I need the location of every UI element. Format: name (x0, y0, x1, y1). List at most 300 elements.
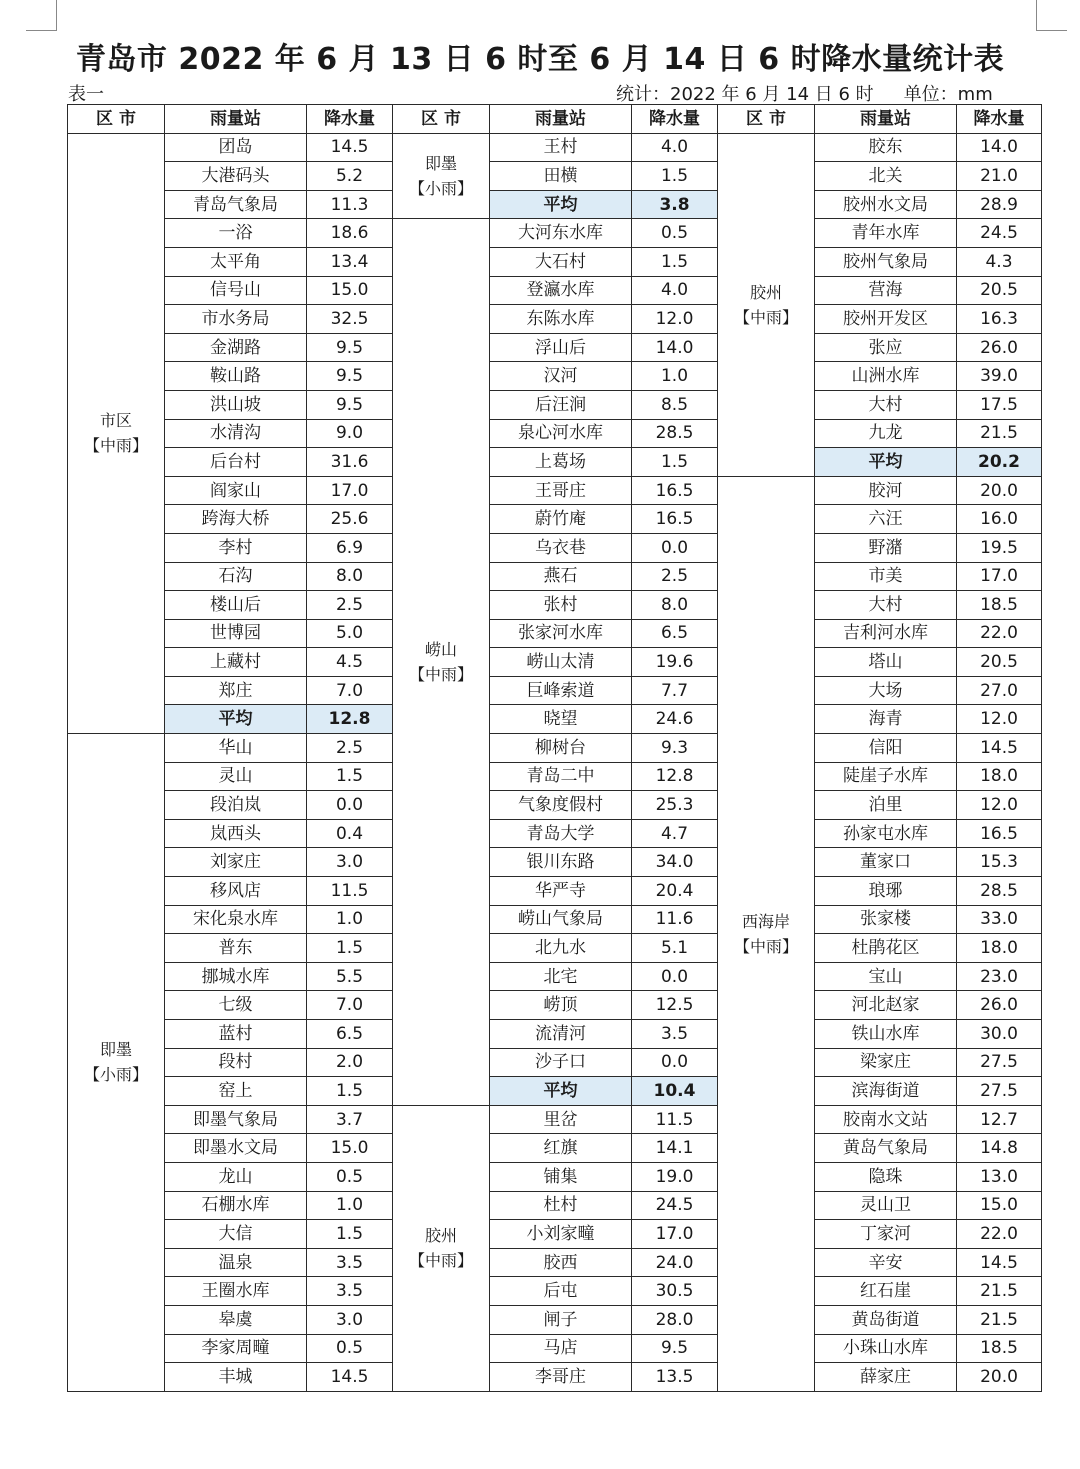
table-row (68, 362, 1042, 391)
rainfall-value: 4.0 (632, 276, 718, 305)
table-row (68, 1020, 1042, 1049)
station-name: 铺集 (490, 1162, 632, 1191)
table-row (68, 162, 1042, 191)
station-name: 海青 (815, 705, 957, 734)
station-name: 燕石 (490, 562, 632, 591)
table-row (68, 734, 1042, 763)
station-name: 市美 (815, 562, 957, 591)
table-row (68, 133, 1042, 162)
column-header: 区 市 (68, 105, 165, 134)
station-name: 梁家庄 (815, 1048, 957, 1077)
station-name: 华严寺 (490, 877, 632, 906)
table-row (68, 1334, 1042, 1363)
station-name: 移风店 (165, 877, 307, 906)
rainfall-value: 17.5 (957, 390, 1042, 419)
rainfall-value: 0.0 (632, 962, 718, 991)
rainfall-value: 14.0 (957, 133, 1042, 162)
rainfall-value: 39.0 (957, 362, 1042, 391)
rainfall-value: 9.0 (307, 419, 393, 448)
rainfall-value: 34.0 (632, 848, 718, 877)
table-row (68, 762, 1042, 791)
station-name: 黄岛街道 (815, 1305, 957, 1334)
table-row (68, 848, 1042, 877)
table-row (68, 1248, 1042, 1277)
station-name: 柳树台 (490, 734, 632, 763)
station-name: 灵山 (165, 762, 307, 791)
rainfall-value: 0.0 (632, 533, 718, 562)
rainfall-value: 4.7 (632, 819, 718, 848)
rainfall-value: 1.0 (307, 1191, 393, 1220)
station-name: 晓望 (490, 705, 632, 734)
rainfall-value: 1.5 (307, 762, 393, 791)
rainfall-value: 2.5 (632, 562, 718, 591)
station-name: 后台村 (165, 448, 307, 477)
table-row (68, 705, 1042, 734)
station-name: 辛安 (815, 1248, 957, 1277)
rainfall-value: 1.5 (632, 247, 718, 276)
rainfall-value: 14.5 (307, 1363, 393, 1392)
station-name: 田横 (490, 162, 632, 191)
rainfall-value: 7.7 (632, 676, 718, 705)
table-row (68, 505, 1042, 534)
rainfall-value: 1.0 (307, 905, 393, 934)
average-label: 平均 (490, 190, 632, 219)
station-name: 铁山水库 (815, 1020, 957, 1049)
station-name: 崂山气象局 (490, 905, 632, 934)
station-name: 陡崖子水库 (815, 762, 957, 791)
rainfall-value: 23.0 (957, 962, 1042, 991)
rainfall-value: 13.5 (632, 1363, 718, 1392)
rainfall-value: 22.0 (957, 619, 1042, 648)
station-name: 金湖路 (165, 333, 307, 362)
station-name: 黄岛气象局 (815, 1134, 957, 1163)
station-name: 蓝村 (165, 1020, 307, 1049)
table-row (68, 1305, 1042, 1334)
station-name: 大信 (165, 1220, 307, 1249)
table-header-row (68, 105, 1042, 134)
rainfall-value: 2.5 (307, 734, 393, 763)
station-name: 山洲水库 (815, 362, 957, 391)
column-header: 雨量站 (490, 105, 632, 134)
rainfall-value: 16.5 (632, 476, 718, 505)
rainfall-value: 12.7 (957, 1105, 1042, 1134)
rainfall-value: 21.0 (957, 162, 1042, 191)
column-header: 降水量 (957, 105, 1042, 134)
rainfall-value: 1.5 (307, 1077, 393, 1106)
rainfall-value: 11.3 (307, 190, 393, 219)
rain-level: 【小雨】 (83, 1065, 148, 1085)
rainfall-value: 20.0 (957, 476, 1042, 505)
station-name: 龙山 (165, 1162, 307, 1191)
rainfall-value: 9.5 (307, 362, 393, 391)
rainfall-value: 27.5 (957, 1077, 1042, 1106)
rainfall-value: 30.0 (957, 1020, 1042, 1049)
table-row (68, 1363, 1042, 1392)
rainfall-value: 3.5 (307, 1248, 393, 1277)
station-name: 张应 (815, 333, 957, 362)
station-name: 李家周疃 (165, 1334, 307, 1363)
district-name: 市区 (99, 411, 132, 431)
station-name: 塔山 (815, 648, 957, 677)
rainfall-value: 3.5 (307, 1277, 393, 1306)
rainfall-value: 21.5 (957, 1277, 1042, 1306)
rainfall-value: 33.0 (957, 905, 1042, 934)
rainfall-value: 11.5 (632, 1105, 718, 1134)
station-name: 一浴 (165, 219, 307, 248)
station-name: 东陈水库 (490, 305, 632, 334)
rainfall-value: 20.5 (957, 648, 1042, 677)
station-name: 大村 (815, 591, 957, 620)
station-name: 乌衣巷 (490, 533, 632, 562)
station-name: 青岛二中 (490, 762, 632, 791)
rainfall-value: 1.5 (632, 448, 718, 477)
rain-level: 【中雨】 (408, 665, 473, 685)
rainfall-value: 0.5 (632, 219, 718, 248)
rainfall-value: 3.7 (307, 1105, 393, 1134)
district-cell (393, 219, 490, 1105)
table-row (68, 1077, 1042, 1106)
station-name: 小刘家疃 (490, 1220, 632, 1249)
station-name: 挪城水库 (165, 962, 307, 991)
table-row (68, 190, 1042, 219)
rain-level: 【中雨】 (83, 436, 148, 456)
station-name: 团岛 (165, 133, 307, 162)
district-cell (718, 476, 815, 1391)
station-name: 段泊岚 (165, 791, 307, 820)
rainfall-value: 5.2 (307, 162, 393, 191)
table-row (68, 676, 1042, 705)
district-name: 胶州 (749, 282, 782, 302)
table-row (68, 1191, 1042, 1220)
rainfall-value: 17.0 (307, 476, 393, 505)
rain-level: 【中雨】 (733, 936, 798, 956)
rain-level: 【中雨】 (408, 1251, 473, 1271)
station-name: 红旗 (490, 1134, 632, 1163)
station-name: 阎家山 (165, 476, 307, 505)
station-name: 北九水 (490, 934, 632, 963)
column-header: 雨量站 (165, 105, 307, 134)
station-name: 北关 (815, 162, 957, 191)
table-meta (616, 80, 1028, 106)
station-name: 丰城 (165, 1363, 307, 1392)
average-value: 10.4 (632, 1077, 718, 1106)
rainfall-value: 8.0 (632, 591, 718, 620)
rainfall-value: 3.5 (632, 1020, 718, 1049)
table-row (68, 991, 1042, 1020)
rainfall-value: 4.3 (957, 247, 1042, 276)
station-name: 胶东 (815, 133, 957, 162)
station-name: 青岛气象局 (165, 190, 307, 219)
station-name: 普东 (165, 934, 307, 963)
rain-level: 【中雨】 (733, 307, 798, 327)
rainfall-value: 1.5 (632, 162, 718, 191)
station-name: 世博园 (165, 619, 307, 648)
rainfall-value: 8.0 (307, 562, 393, 591)
column-header: 区 市 (718, 105, 815, 134)
station-name: 信号山 (165, 276, 307, 305)
district-name: 崂山 (424, 640, 457, 660)
average-value: 20.2 (957, 448, 1042, 477)
station-name: 信阳 (815, 734, 957, 763)
rainfall-value: 9.3 (632, 734, 718, 763)
rainfall-value: 21.5 (957, 1305, 1042, 1334)
rainfall-value: 0.0 (632, 1048, 718, 1077)
station-name: 李村 (165, 533, 307, 562)
rainfall-value: 7.0 (307, 991, 393, 1020)
page-corner-mark-right (1036, 0, 1067, 31)
station-name: 董家口 (815, 848, 957, 877)
station-name: 张家河水库 (490, 619, 632, 648)
column-header: 降水量 (632, 105, 718, 134)
page-corner-mark-left (26, 0, 57, 31)
rainfall-value: 2.0 (307, 1048, 393, 1077)
stat-time: 统计：2022 年 6 月 14 日 6 时 (616, 84, 874, 105)
rainfall-value: 19.6 (632, 648, 718, 677)
rainfall-value: 18.0 (957, 762, 1042, 791)
column-header: 雨量站 (815, 105, 957, 134)
station-name: 胶州水文局 (815, 190, 957, 219)
rainfall-value: 28.5 (632, 419, 718, 448)
rainfall-value: 6.9 (307, 533, 393, 562)
rainfall-value: 7.0 (307, 676, 393, 705)
rainfall-value: 2.5 (307, 591, 393, 620)
station-name: 洪山坡 (165, 390, 307, 419)
station-name: 青年水库 (815, 219, 957, 248)
station-name: 李哥庄 (490, 1363, 632, 1392)
station-name: 石沟 (165, 562, 307, 591)
station-name: 孙家屯水库 (815, 819, 957, 848)
table-row (68, 591, 1042, 620)
station-name: 市水务局 (165, 305, 307, 334)
rainfall-value: 12.5 (632, 991, 718, 1020)
table-row (68, 934, 1042, 963)
table-row (68, 1220, 1042, 1249)
station-name: 即墨气象局 (165, 1105, 307, 1134)
rainfall-value: 14.0 (632, 333, 718, 362)
rainfall-value: 15.0 (957, 1191, 1042, 1220)
average-label: 平均 (815, 448, 957, 477)
rainfall-value: 0.0 (307, 791, 393, 820)
rainfall-value: 31.6 (307, 448, 393, 477)
table-row (68, 219, 1042, 248)
table-row (68, 276, 1042, 305)
table-label: 表一 (68, 84, 104, 105)
table-row (68, 962, 1042, 991)
station-name: 泊里 (815, 791, 957, 820)
rainfall-value: 22.0 (957, 1220, 1042, 1249)
station-name: 红石崖 (815, 1277, 957, 1306)
table-row (68, 791, 1042, 820)
rainfall-value: 30.5 (632, 1277, 718, 1306)
district-cell (68, 734, 165, 1392)
rainfall-value: 9.5 (632, 1334, 718, 1363)
station-name: 营海 (815, 276, 957, 305)
rainfall-value: 24.0 (632, 1248, 718, 1277)
district-name: 即墨 (424, 153, 457, 173)
rain-level: 【小雨】 (408, 178, 473, 198)
station-name: 银川东路 (490, 848, 632, 877)
average-value: 3.8 (632, 190, 718, 219)
rainfall-value: 6.5 (632, 619, 718, 648)
average-label: 平均 (165, 705, 307, 734)
station-name: 七级 (165, 991, 307, 1020)
rainfall-value: 17.0 (957, 562, 1042, 591)
station-name: 闸子 (490, 1305, 632, 1334)
rainfall-value: 13.4 (307, 247, 393, 276)
rainfall-value: 3.0 (307, 848, 393, 877)
station-name: 蔚竹庵 (490, 505, 632, 534)
station-name: 吉利河水库 (815, 619, 957, 648)
average-value: 12.8 (307, 705, 393, 734)
rainfall-value: 26.0 (957, 333, 1042, 362)
rainfall-value: 17.0 (632, 1220, 718, 1249)
rainfall-value: 14.8 (957, 1134, 1042, 1163)
table-row (68, 905, 1042, 934)
rainfall-value: 26.0 (957, 991, 1042, 1020)
station-name: 胶河 (815, 476, 957, 505)
station-name: 河北赵家 (815, 991, 957, 1020)
station-name: 丁家河 (815, 1220, 957, 1249)
table-row (68, 1162, 1042, 1191)
station-name: 张村 (490, 591, 632, 620)
rainfall-value: 12.0 (632, 305, 718, 334)
station-name: 沙子口 (490, 1048, 632, 1077)
rainfall-value: 27.5 (957, 1048, 1042, 1077)
station-name: 王圈水库 (165, 1277, 307, 1306)
rainfall-value: 14.5 (307, 133, 393, 162)
station-name: 张家楼 (815, 905, 957, 934)
station-name: 胶州开发区 (815, 305, 957, 334)
table-row (68, 1134, 1042, 1163)
station-name: 上藏村 (165, 648, 307, 677)
rainfall-value: 0.5 (307, 1162, 393, 1191)
station-name: 上葛场 (490, 448, 632, 477)
rainfall-value: 11.5 (307, 877, 393, 906)
district-cell (718, 133, 815, 476)
rainfall-value: 19.5 (957, 533, 1042, 562)
rainfall-value: 28.9 (957, 190, 1042, 219)
rainfall-value: 9.5 (307, 333, 393, 362)
table-row (68, 533, 1042, 562)
rainfall-value: 16.5 (957, 819, 1042, 848)
station-name: 流清河 (490, 1020, 632, 1049)
station-name: 六汪 (815, 505, 957, 534)
column-header: 降水量 (307, 105, 393, 134)
rainfall-value: 15.0 (307, 276, 393, 305)
rainfall-value: 24.6 (632, 705, 718, 734)
station-name: 王村 (490, 133, 632, 162)
station-name: 隐珠 (815, 1162, 957, 1191)
station-name: 大场 (815, 676, 957, 705)
rainfall-value: 5.0 (307, 619, 393, 648)
rainfall-value: 16.0 (957, 505, 1042, 534)
rainfall-value: 3.0 (307, 1305, 393, 1334)
station-name: 胶西 (490, 1248, 632, 1277)
rainfall-value: 12.0 (957, 705, 1042, 734)
table-row (68, 619, 1042, 648)
district-name: 即墨 (99, 1040, 132, 1060)
table-row (68, 1277, 1042, 1306)
station-name: 薛家庄 (815, 1363, 957, 1392)
rainfall-value: 28.0 (632, 1305, 718, 1334)
station-name: 大河东水库 (490, 219, 632, 248)
rainfall-value: 27.0 (957, 676, 1042, 705)
station-name: 水清沟 (165, 419, 307, 448)
unit-label: 单位：mm (903, 84, 993, 105)
station-name: 后屯 (490, 1277, 632, 1306)
station-name: 胶南水文站 (815, 1105, 957, 1134)
station-name: 岚西头 (165, 819, 307, 848)
station-name: 里岔 (490, 1105, 632, 1134)
station-name: 温泉 (165, 1248, 307, 1277)
district-name: 西海岸 (741, 911, 790, 931)
rainfall-value: 12.8 (632, 762, 718, 791)
rainfall-value: 1.0 (632, 362, 718, 391)
rainfall-value: 25.6 (307, 505, 393, 534)
rainfall-value: 0.4 (307, 819, 393, 848)
rainfall-value: 4.0 (632, 133, 718, 162)
station-name: 刘家庄 (165, 848, 307, 877)
table-row (68, 819, 1042, 848)
station-name: 浮山后 (490, 333, 632, 362)
station-name: 青岛大学 (490, 819, 632, 848)
station-name: 窑上 (165, 1077, 307, 1106)
table-row (68, 877, 1042, 906)
rainfall-value: 1.5 (307, 1220, 393, 1249)
station-name: 小珠山水库 (815, 1334, 957, 1363)
rainfall-value: 16.3 (957, 305, 1042, 334)
district-cell (393, 1105, 490, 1391)
table-row (68, 1105, 1042, 1134)
station-name: 郑庄 (165, 676, 307, 705)
rainfall-value: 14.5 (957, 734, 1042, 763)
station-name: 崂山太清 (490, 648, 632, 677)
rainfall-table (67, 104, 1042, 1392)
column-header: 区 市 (393, 105, 490, 134)
rainfall-value: 24.5 (957, 219, 1042, 248)
station-name: 灵山卫 (815, 1191, 957, 1220)
station-name: 胶州气象局 (815, 247, 957, 276)
station-name: 大村 (815, 390, 957, 419)
station-name: 琅琊 (815, 877, 957, 906)
rainfall-value: 5.5 (307, 962, 393, 991)
station-name: 楼山后 (165, 591, 307, 620)
table-row (68, 476, 1042, 505)
rainfall-value: 6.5 (307, 1020, 393, 1049)
rainfall-value: 16.5 (632, 505, 718, 534)
station-name: 滨海街道 (815, 1077, 957, 1106)
rainfall-value: 18.5 (957, 591, 1042, 620)
table-row (68, 648, 1042, 677)
station-name: 泉心河水库 (490, 419, 632, 448)
station-name: 杜村 (490, 1191, 632, 1220)
rainfall-value: 21.5 (957, 419, 1042, 448)
district-name: 胶州 (424, 1226, 457, 1246)
rainfall-value: 20.5 (957, 276, 1042, 305)
table-row (68, 390, 1042, 419)
station-name: 北宅 (490, 962, 632, 991)
rainfall-value: 0.5 (307, 1334, 393, 1363)
rainfall-value: 18.5 (957, 1334, 1042, 1363)
station-name: 野潴 (815, 533, 957, 562)
table-row (68, 333, 1042, 362)
station-name: 大石村 (490, 247, 632, 276)
station-name: 崂顶 (490, 991, 632, 1020)
district-cell (68, 133, 165, 733)
station-name: 宋化泉水库 (165, 905, 307, 934)
station-name: 皋虞 (165, 1305, 307, 1334)
table-row (68, 448, 1042, 477)
